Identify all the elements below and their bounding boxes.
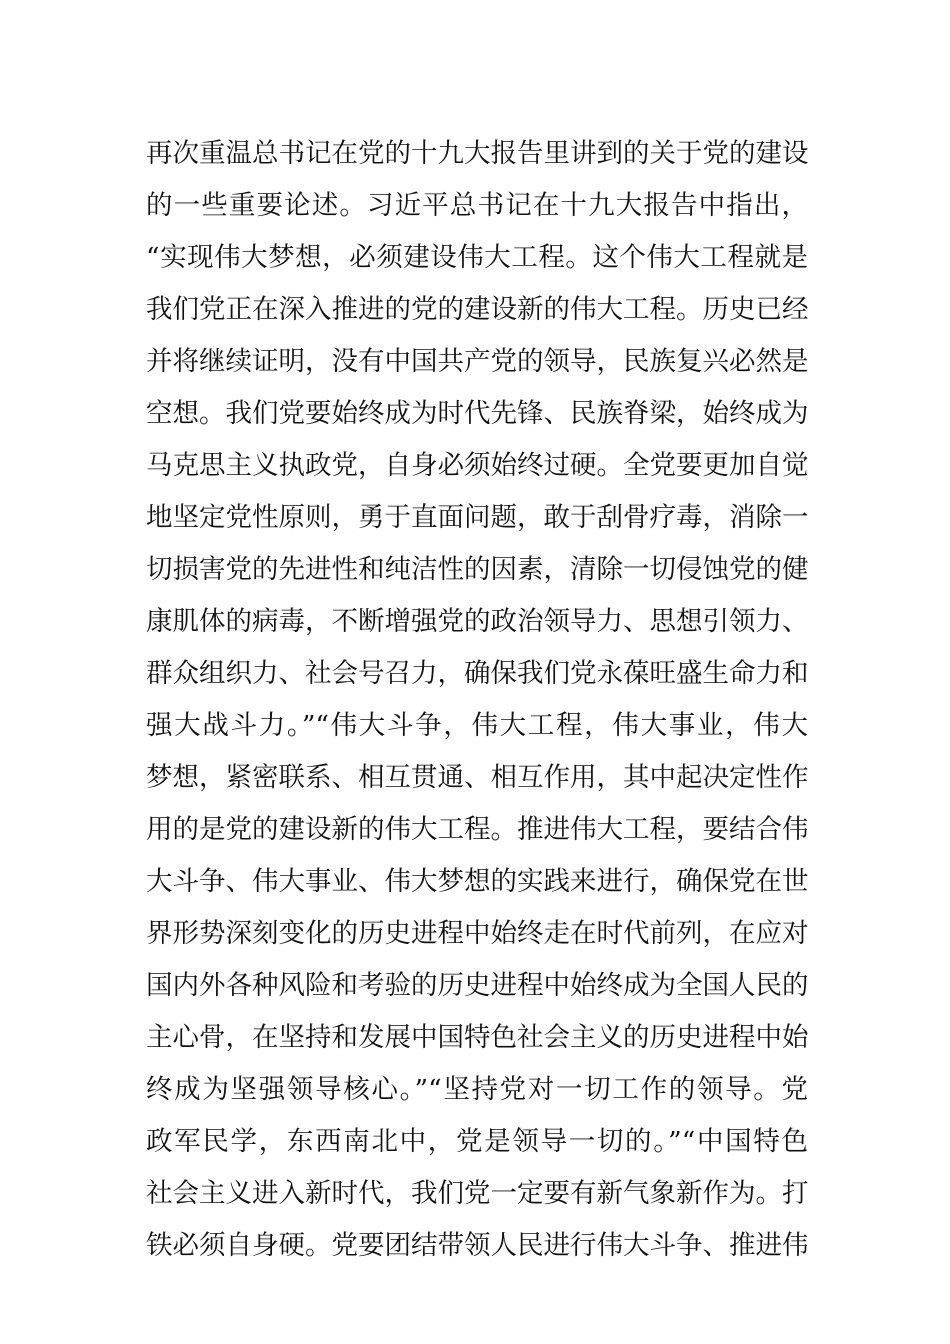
text-line: “实现伟大梦想，必须建设伟大工程。这个伟大工程就是 — [146, 242, 808, 273]
text-line: 地坚定党性原则，勇于直面问题，敢于刮骨疗毒，消除一 — [146, 502, 809, 533]
text-line: 我们党正在深入推进的党的建设新的伟大工程。历史已经 — [146, 294, 809, 325]
text-line: 终成为坚强领导核心。”“坚持党对一切工作的领导。党 — [146, 1074, 808, 1105]
text-line: 马克思主义执政党，自身必须始终过硬。全党要更加自觉 — [146, 450, 809, 481]
text-line: 群众组织力、社会号召力，确保我们党永葆旺盛生命力和 — [146, 658, 809, 689]
text-line: 强大战斗力。”“伟大斗争，伟大工程，伟大事业，伟大 — [146, 710, 808, 741]
text-line: 的一些重要论述。习近平总书记在十九大报告中指出， — [146, 190, 808, 221]
text-line: 界形势深刻变化的历史进程中始终走在时代前列，在应对 — [146, 918, 809, 949]
text-line: 铁必须自身硬。党要团结带领人民进行伟大斗争、推进伟 — [146, 1230, 809, 1261]
text-line: 再次重温总书记在党的十九大报告里讲到的关于党的建设 — [146, 138, 809, 169]
text-line: 康肌体的病毒，不断增强党的政治领导力、思想引领力、 — [146, 606, 809, 637]
text-line: 空想。我们党要始终成为时代先锋、民族脊梁，始终成为 — [146, 398, 809, 429]
text-line: 政军民学，东西南北中，党是领导一切的。”“中国特色 — [146, 1126, 808, 1157]
text-line: 社会主义进入新时代，我们党一定要有新气象新作为。打 — [146, 1178, 809, 1209]
text-line: 切损害党的先进性和纯洁性的因素，清除一切侵蚀党的健 — [146, 554, 809, 585]
body-text — [146, 128, 808, 1272]
text-line: 国内外各种风险和考验的历史进程中始终成为全国人民的 — [146, 970, 809, 1001]
text-line: 并将继续证明，没有中国共产党的领导，民族复兴必然是 — [146, 346, 809, 377]
text-line: 梦想，紧密联系、相互贯通、相互作用，其中起决定性作 — [146, 762, 809, 793]
text-line: 主心骨，在坚持和发展中国特色社会主义的历史进程中始 — [146, 1022, 809, 1053]
text-line: 用的是党的建设新的伟大工程。推进伟大工程，要结合伟 — [146, 814, 809, 845]
text-line: 大斗争、伟大事业、伟大梦想的实践来进行，确保党在世 — [146, 866, 809, 897]
